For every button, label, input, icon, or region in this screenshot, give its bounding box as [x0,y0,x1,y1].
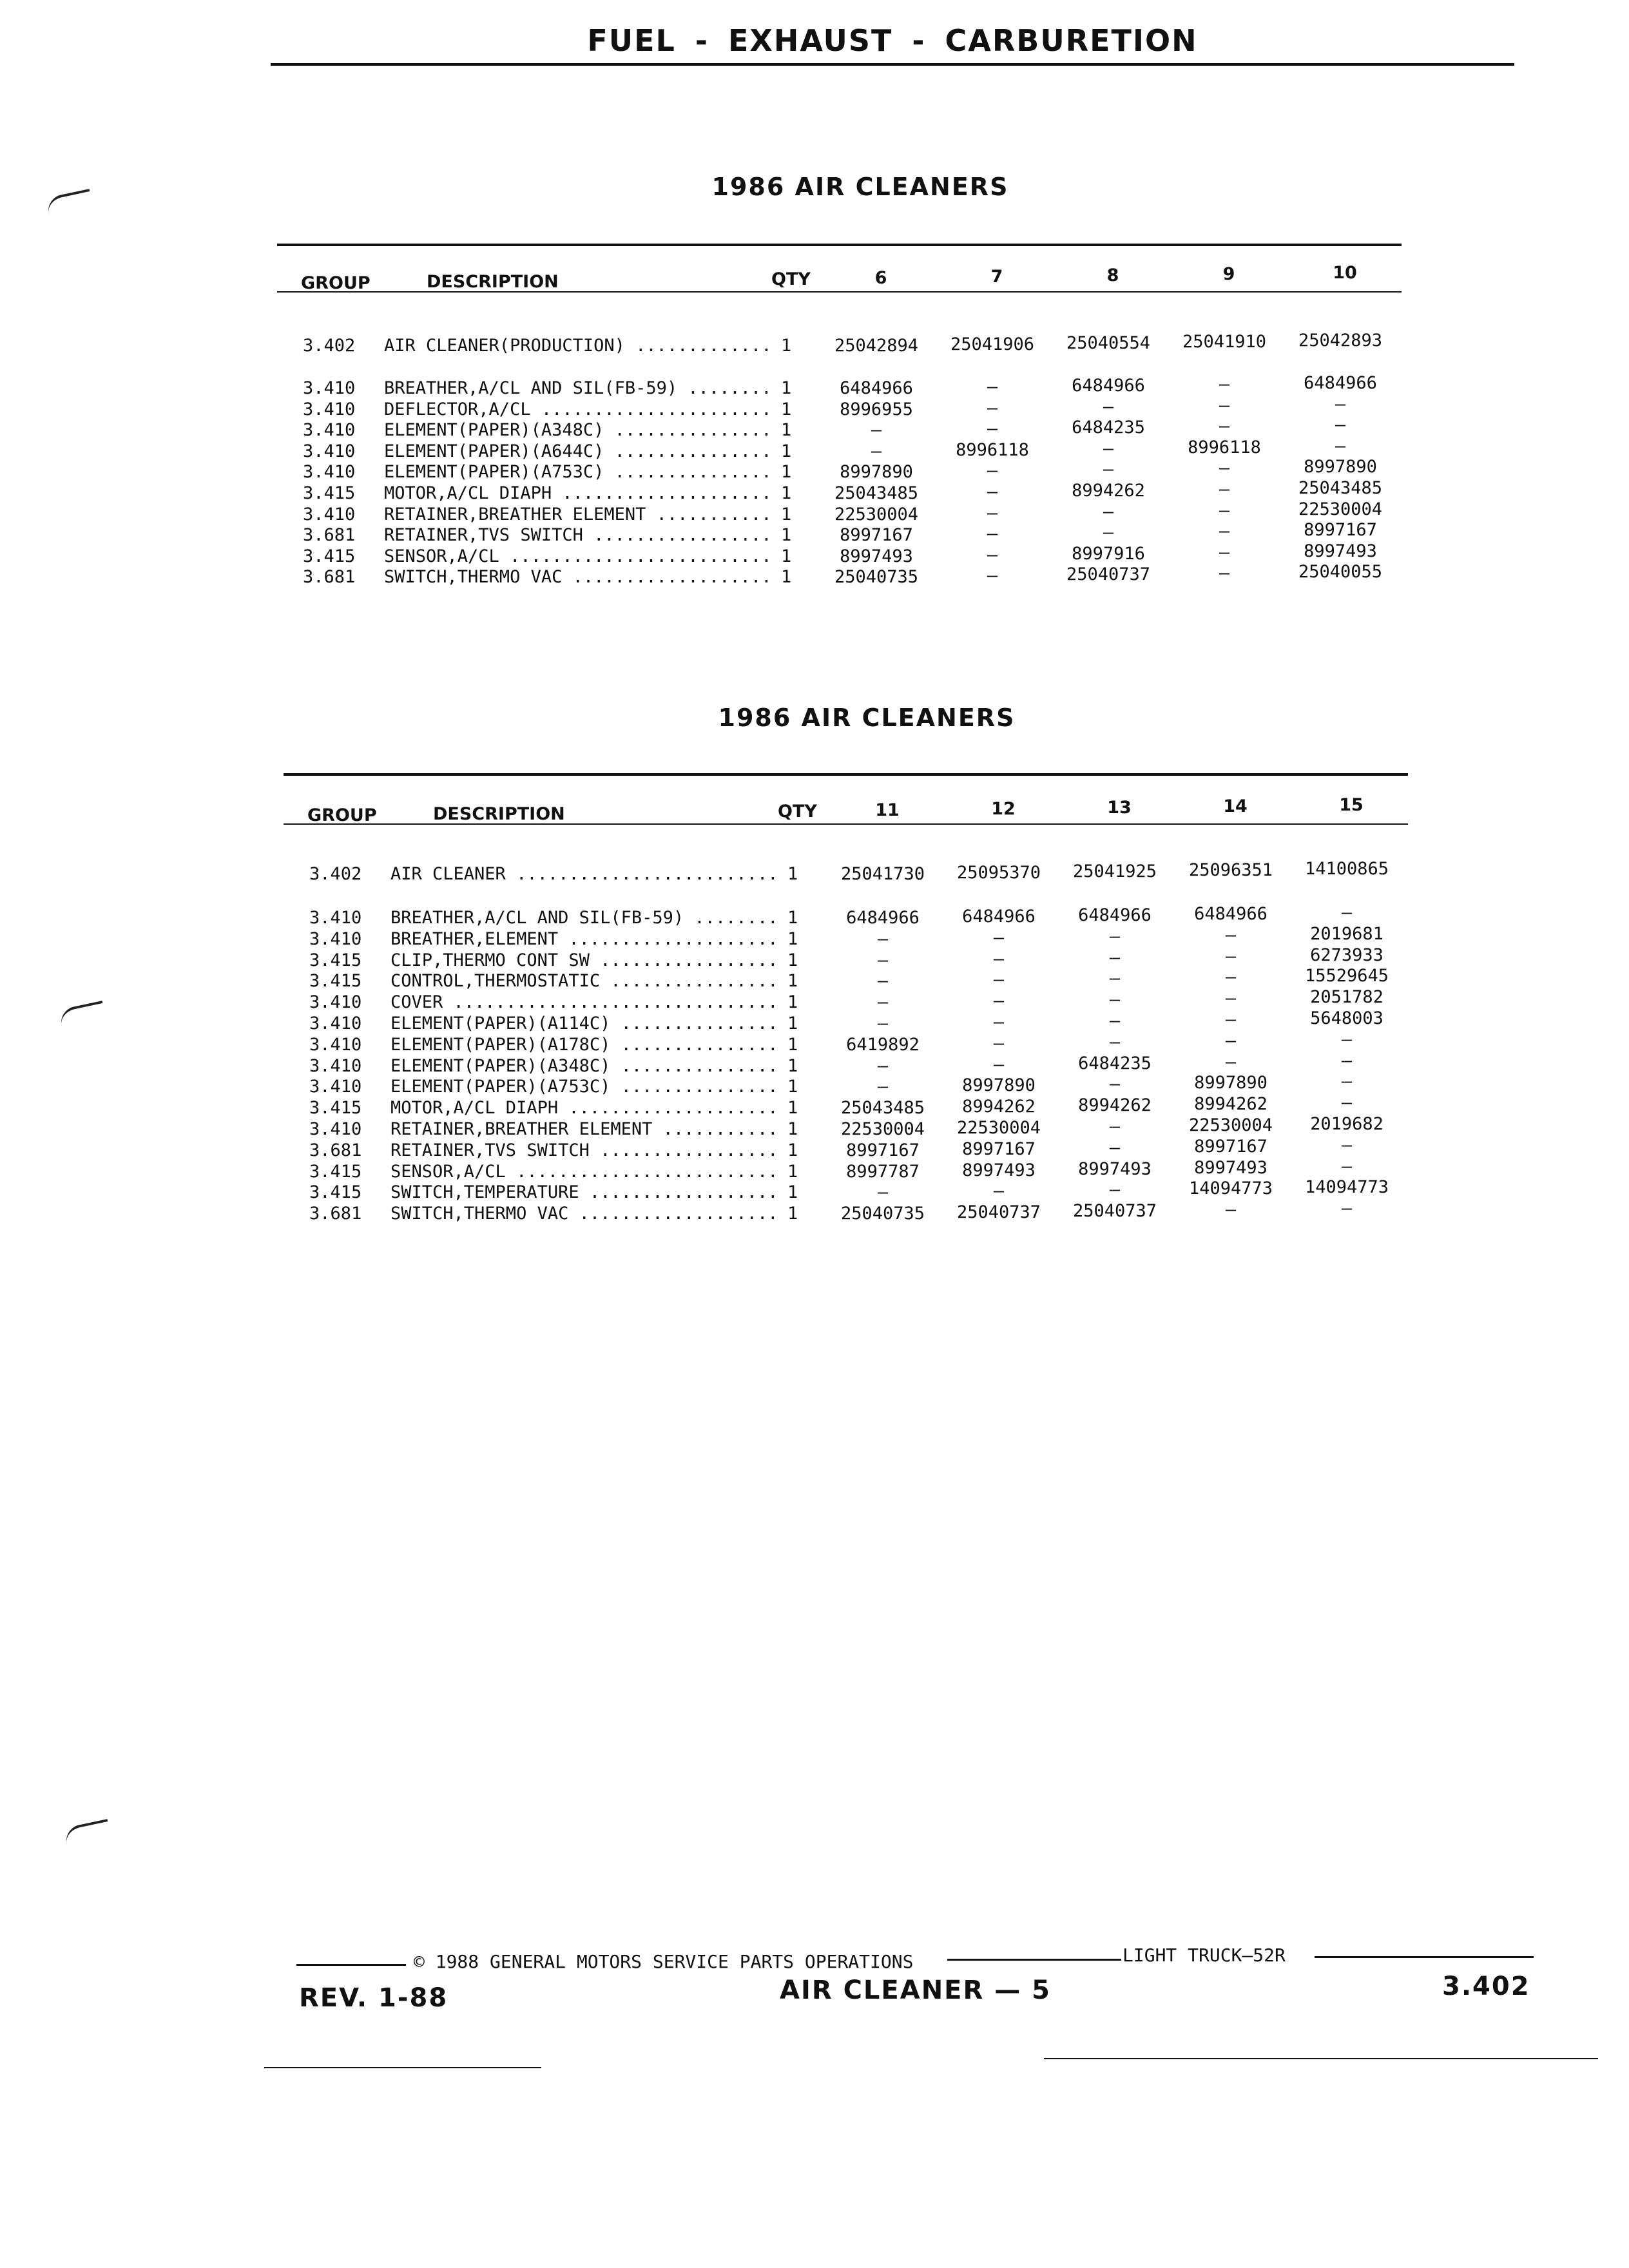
part-number: — [1219,542,1230,562]
part-number: 25041910 [1182,332,1267,352]
part-number: — [1109,1032,1121,1052]
part-number: 25040735 [834,567,919,588]
part-number: 8996118 [1188,437,1261,457]
part-number: 8997493 [1078,1158,1152,1179]
footer-rule [296,1964,406,1966]
group-number: 3.410 [303,441,356,461]
revision-label: REV. 1-88 [299,1983,448,2013]
quantity: 1 [787,1203,807,1225]
part-number: — [987,544,998,565]
part-number: — [1109,1074,1121,1095]
part-description: DEFLECTOR,A/CL ..... [384,399,771,421]
column-header-model: 14 [1223,796,1248,816]
part-description: BREATHER,A/CL AND SIL(FB-59) ..... [390,907,777,929]
part-number: — [1109,1011,1121,1031]
group-number: 3.410 [309,1119,362,1139]
part-number: 8997167 [840,525,913,546]
part-number: — [1225,946,1237,966]
table-row [0,1198,1629,1225]
part-number: 25095370 [956,863,1041,883]
part-number: — [1219,563,1230,584]
part-number: — [1335,394,1346,414]
section-name: AIR CLEANER — 5 [780,1975,1051,2005]
quantity: 1 [781,461,800,483]
column-header-qty: QTY [778,802,817,822]
column-header-model: 6 [874,268,887,288]
part-number: — [987,398,998,418]
part-number: — [1341,1156,1353,1177]
group-number: 3.410 [309,1055,362,1076]
table-title: 1986 AIR CLEANERS [711,173,1009,201]
group-number: 3.415 [303,546,356,566]
series-label: LIGHT TRUCK—52R [1123,1945,1286,1966]
part-number: — [877,1014,889,1033]
part-number: — [993,1012,1005,1032]
part-number: — [877,928,889,949]
part-number: — [1109,968,1121,989]
part-description: RETAINER,TVS SWITCH ..... [390,1140,777,1162]
quantity: 1 [787,1097,807,1119]
part-number: 22530004 [840,1119,925,1139]
part-description: CONTROL,THERMOSTATIC ..... [390,970,777,992]
part-number: — [987,461,998,481]
part-number: — [987,377,998,397]
quantity: 1 [781,399,800,421]
part-description: SENSOR,A/CL ..... [384,546,771,568]
part-number: 6484966 [1078,905,1152,925]
footer-rule [1315,1956,1534,1958]
part-number: 25043485 [1298,478,1383,498]
part-number: — [987,503,998,523]
part-number: 8994262 [1078,1095,1152,1116]
part-number: — [1225,925,1237,945]
part-number: 6419892 [846,1034,920,1055]
part-number: — [1341,1050,1353,1071]
part-number: 14100865 [1304,859,1389,879]
part-description: AIR CLEANER(PRODUCTION) ..... [384,335,771,357]
part-number: 6484966 [1194,904,1268,924]
binder-mark [63,1819,111,1845]
column-header-model: 9 [1222,264,1235,284]
part-number: 5648003 [1310,1008,1383,1028]
part-number: 15529645 [1304,966,1389,986]
column-header-model: 12 [991,799,1016,819]
part-number: 8994262 [1194,1094,1268,1115]
part-number: — [993,991,1005,1012]
group-number: 3.410 [309,992,362,1013]
column-header-model: 10 [1333,263,1357,283]
quantity: 1 [787,928,807,950]
part-number: — [993,927,1005,948]
part-number: — [1219,416,1230,437]
part-description: BREATHER,ELEMENT ..... [390,928,777,950]
part-number: — [993,1033,1005,1053]
part-description: ELEMENT(PAPER)(A114C) ..... [390,1013,777,1035]
part-number: 6273933 [1310,945,1383,965]
page-code: 3.402 [1442,1972,1530,2001]
part-description: SWITCH,THERMO VAC ..... [384,566,771,588]
part-number: 25040055 [1298,562,1383,582]
part-number: 14094773 [1188,1178,1273,1199]
group-number: 3.410 [309,1034,362,1055]
part-number: 6484966 [840,378,913,398]
footer-rule [1044,2058,1598,2059]
part-number: — [1341,1198,1353,1219]
quantity: 1 [787,1140,807,1162]
part-number: 25040737 [956,1202,1041,1223]
table-top-rule [284,773,1408,776]
group-number: 3.415 [309,1182,362,1203]
group-number: 3.410 [303,420,356,441]
part-number: — [1103,438,1114,459]
part-number: — [1225,1200,1237,1220]
part-number: 8997890 [1304,457,1377,477]
part-number: — [993,1181,1005,1202]
quantity: 1 [787,1119,807,1140]
part-number: — [1109,947,1121,968]
part-number: 8994262 [1072,481,1145,501]
group-number: 3.415 [309,1098,362,1119]
part-number: 6484235 [1072,418,1145,438]
part-number: 22530004 [1298,499,1383,519]
group-number: 3.402 [303,336,356,356]
part-description: SENSOR,A/CL ..... [390,1161,777,1183]
column-header-model: 11 [875,800,900,820]
part-number: 22530004 [1188,1115,1273,1135]
group-number: 3.402 [309,864,362,884]
part-number: 6484966 [1304,373,1377,393]
part-description: RETAINER,BREATHER ELEMENT ..... [390,1119,777,1140]
part-number: — [1219,374,1230,394]
table-top-rule [277,244,1402,246]
part-number: — [1335,436,1346,456]
quantity: 1 [787,992,807,1014]
quantity: 1 [787,1034,807,1056]
part-number: — [1341,1135,1353,1155]
part-number: 8997167 [1304,520,1377,541]
binder-mark [45,189,93,215]
part-number: 2051782 [1310,987,1383,1008]
part-number: 8997493 [840,546,913,566]
part-number: 8997493 [962,1160,1036,1180]
quantity: 1 [781,524,800,546]
part-number: 8997890 [962,1075,1036,1096]
part-number: — [1109,990,1121,1010]
group-number: 3.415 [309,971,362,992]
quantity: 1 [781,566,800,588]
part-number: 25040554 [1066,333,1151,353]
part-number: — [1109,1137,1121,1158]
part-number: — [1103,396,1114,417]
group-number: 3.681 [303,567,356,588]
part-number: 8994262 [962,1097,1036,1117]
page-title: FUEL - EXHAUST - CARBURETION [587,23,1198,58]
part-number: — [1103,459,1114,480]
part-number: — [1341,1029,1353,1050]
quantity: 1 [787,950,807,972]
column-header-model: 13 [1107,798,1132,818]
part-number: 6484966 [1072,376,1145,396]
part-number: — [987,524,998,544]
part-number: 6484966 [846,908,920,928]
part-number: 22530004 [956,1118,1041,1138]
group-number: 3.410 [303,504,356,524]
part-description: ELEMENT(PAPER)(A178C) ..... [390,1034,777,1056]
part-number: — [993,1054,1005,1075]
column-header-description: DESCRIPTION [433,804,565,824]
column-header-group: GROUP [301,273,371,293]
part-number: 2019682 [1310,1114,1383,1134]
table-title: 1986 AIR CLEANERS [718,704,1016,732]
part-number: 22530004 [834,504,919,524]
part-number: 25041730 [840,864,925,884]
part-number: — [1109,1180,1121,1200]
table-row [0,562,1629,588]
part-number: 8997493 [1194,1157,1268,1178]
footer-rule [947,1959,1121,1961]
part-number: — [1219,395,1230,416]
table-row [0,331,1629,357]
part-description: RETAINER,TVS SWITCH ..... [384,524,771,546]
footer-rule [264,2067,541,2068]
part-number: 14094773 [1304,1177,1389,1198]
part-number: — [877,992,889,1013]
part-number: — [1225,988,1237,1009]
part-description: SWITCH,TEMPERATURE ..... [390,1182,777,1204]
copyright-notice: © 1988 GENERAL MOTORS SERVICE PARTS OPERATIONS [414,1951,914,1972]
table-header-rule [284,823,1408,825]
group-number: 3.410 [309,1077,362,1097]
group-number: 3.410 [309,928,362,949]
part-description: RETAINER,BREATHER ELEMENT ..... [384,504,771,526]
part-description: ELEMENT(PAPER)(A348C) ..... [384,419,771,441]
part-number: — [1225,967,1237,988]
part-number: 8997890 [1194,1073,1268,1093]
part-number: — [877,950,889,970]
column-header-model: 8 [1106,265,1119,285]
part-description: MOTOR,A/CL DIAPH ..... [390,1097,777,1119]
quantity: 1 [781,546,800,568]
part-number: — [987,482,998,502]
part-number: 8997890 [840,462,913,483]
table-header-rule [277,291,1402,293]
part-description: SWITCH,THERMO VAC ..... [390,1203,777,1225]
part-number: — [1103,501,1114,522]
quantity: 1 [787,1182,807,1204]
part-number: — [1219,479,1230,499]
column-header-model: 15 [1339,795,1364,815]
part-number: — [1225,1010,1237,1030]
part-number: — [1219,458,1230,479]
quantity: 1 [781,504,800,526]
part-number: — [1341,903,1353,923]
quantity: 1 [787,970,807,992]
quantity: 1 [787,1013,807,1035]
group-number: 3.410 [303,399,356,419]
quantity: 1 [781,335,800,357]
part-number: 25041925 [1072,861,1157,881]
part-number: 25042894 [834,336,919,356]
part-number: 25040735 [840,1204,925,1224]
quantity: 1 [781,419,800,441]
column-header-qty: QTY [771,269,811,289]
part-number: — [993,970,1005,990]
part-number: — [1219,521,1230,542]
quantity: 1 [781,441,800,463]
quantity: 1 [787,863,807,885]
part-number: 8997167 [1194,1136,1268,1157]
part-description: ELEMENT(PAPER)(A753C) ..... [384,461,771,483]
part-number: — [993,948,1005,969]
part-number: — [1109,1117,1121,1137]
column-header-model: 7 [990,267,1003,287]
part-description: MOTOR,A/CL DIAPH ..... [384,483,771,505]
quantity: 1 [787,1076,807,1098]
part-description: COVER ..... [390,992,777,1014]
part-number: — [877,971,889,992]
column-header-group: GROUP [307,805,377,825]
part-number: — [1219,500,1230,521]
group-number: 3.415 [303,483,356,503]
quantity: 1 [787,1161,807,1183]
group-number: 3.681 [309,1204,362,1224]
part-number: 25096351 [1188,860,1273,880]
part-number: 8997916 [1072,543,1145,564]
part-number: — [871,441,882,461]
part-number: 8996955 [840,399,913,419]
page-header [271,12,1514,66]
part-number: 2019681 [1310,923,1383,944]
part-number: — [871,420,882,441]
part-number: — [1341,1093,1353,1113]
group-number: 3.410 [309,908,362,928]
table-row [0,859,1629,885]
part-number: — [1341,1072,1353,1092]
part-description: CLIP,THERMO CONT SW ..... [390,950,777,972]
part-number: 25041906 [950,334,1035,354]
group-number: 3.681 [309,1140,362,1160]
group-number: 3.410 [303,378,356,398]
part-number: 25043485 [834,483,919,503]
part-number: 6484966 [962,907,1036,927]
column-header-description: DESCRIPTION [427,272,559,292]
group-number: 3.681 [303,525,356,546]
part-number: 25042893 [1298,331,1383,351]
part-number: 8997167 [962,1139,1036,1159]
part-number: — [1225,1052,1237,1072]
part-number: — [987,566,998,586]
part-number: 8997493 [1304,541,1377,561]
quantity: 1 [787,1055,807,1077]
part-number: — [987,419,998,439]
part-description: ELEMENT(PAPER)(A753C) ..... [390,1076,777,1098]
group-number: 3.415 [309,950,362,970]
part-description: AIR CLEANER ..... [390,863,777,885]
part-number: — [1225,1030,1237,1051]
part-number: 25043485 [840,1098,925,1119]
part-number: — [877,1077,889,1097]
part-number: — [1103,523,1114,543]
part-description: BREATHER,A/CL AND SIL(FB-59) ..... [384,378,771,399]
group-number: 3.415 [309,1161,362,1182]
part-number: 8996118 [956,439,1029,460]
part-number: — [877,1182,889,1203]
part-number: — [877,1055,889,1076]
part-number: 25040737 [1066,564,1151,585]
part-number: 8997787 [846,1161,920,1182]
part-number: 6484235 [1078,1053,1152,1073]
part-description: ELEMENT(PAPER)(A348C) ..... [390,1055,777,1077]
part-number: — [1109,926,1121,947]
quantity: 1 [781,378,800,399]
part-number: — [1335,415,1346,436]
quantity: 1 [781,483,800,505]
group-number: 3.410 [309,1014,362,1033]
part-description: ELEMENT(PAPER)(A644C) ..... [384,441,771,463]
part-number: 8997167 [846,1140,920,1160]
group-number: 3.410 [303,462,356,483]
quantity: 1 [787,907,807,929]
part-number: 25040737 [1072,1201,1157,1222]
